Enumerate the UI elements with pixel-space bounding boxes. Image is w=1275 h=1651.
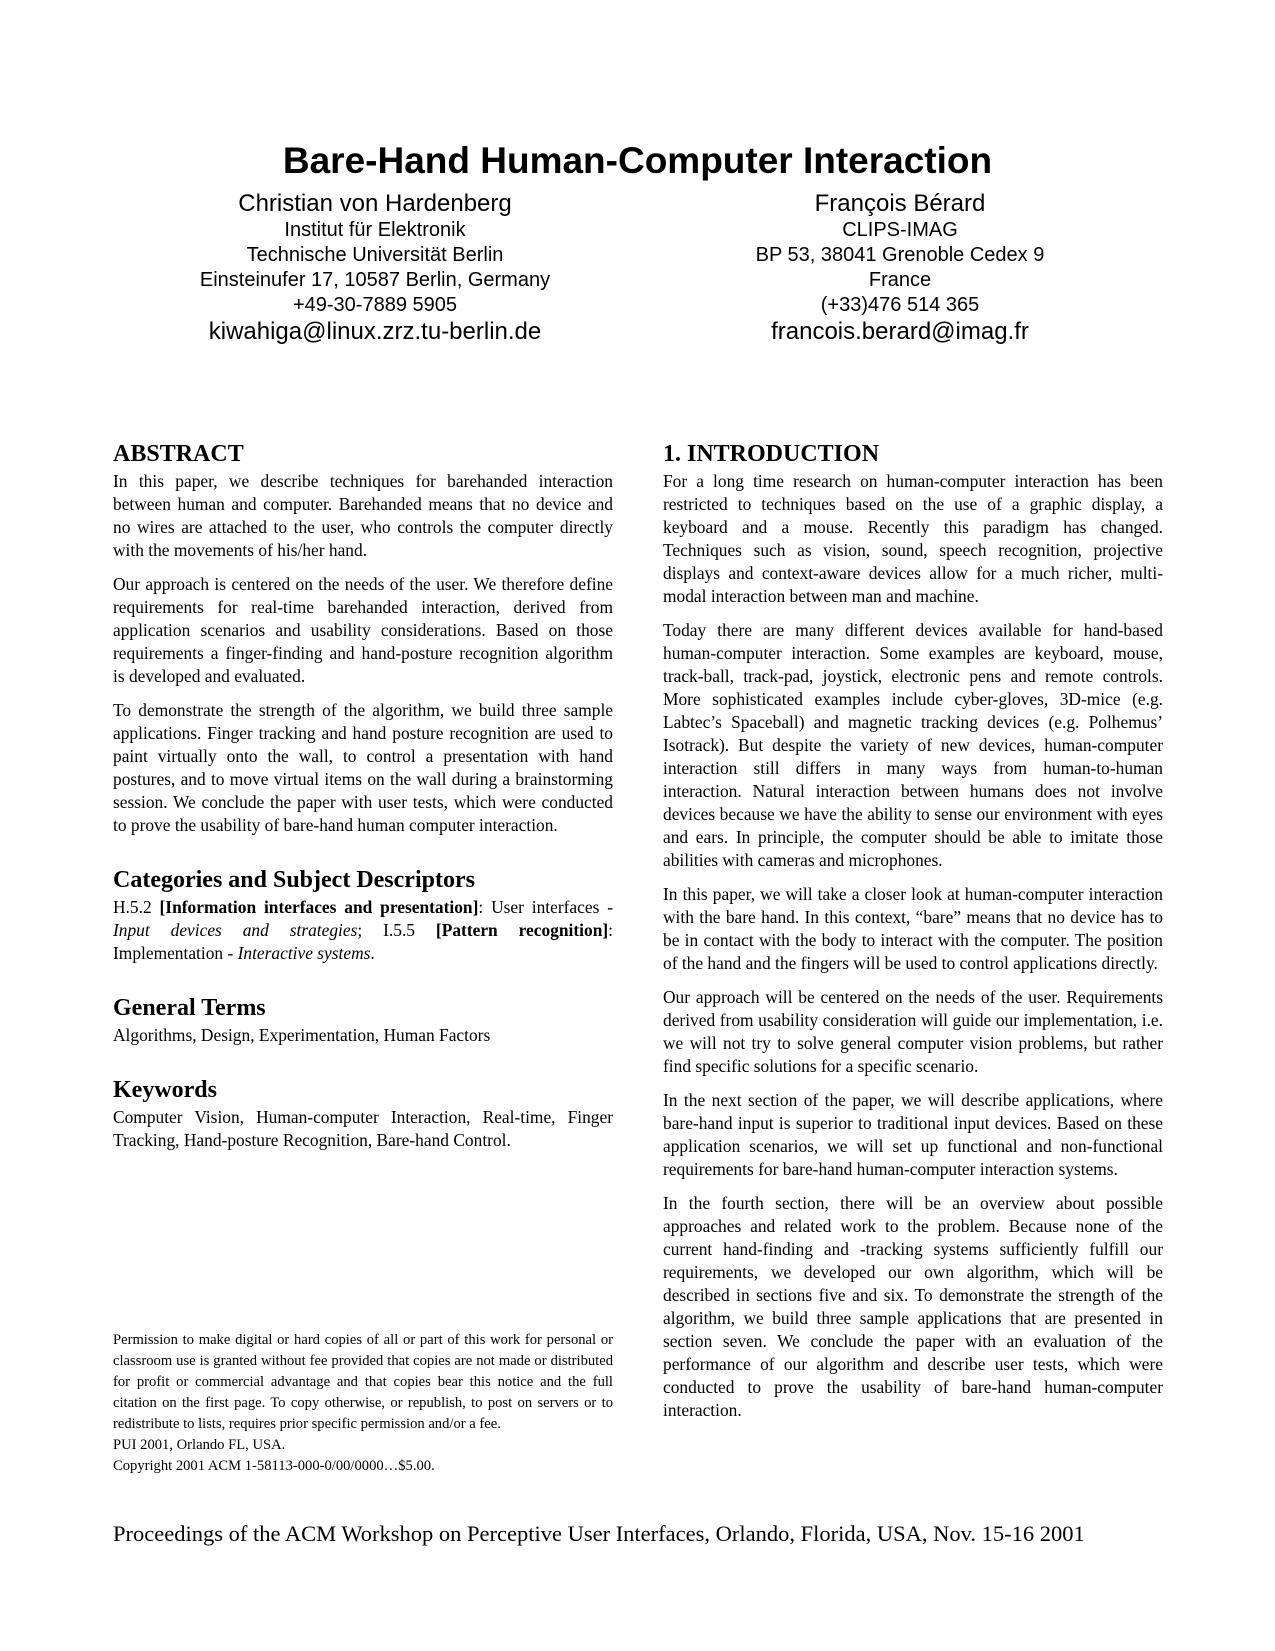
author-phone: +49-30-7889 5905 (292, 294, 458, 316)
introduction-paragraph: Our approach will be centered on the needs of the user. Requirements derived from usability consideration will guide our implementation, i.e. we will not try to solve general computer vision problems, but rather find specific solutions for a specific scenario. (663, 987, 1163, 1076)
author-affiliation-line: Einsteinufer 17, 10587 Berlin, Germany (199, 269, 551, 291)
author-affiliation-line: France (868, 269, 932, 291)
author-affiliation-line: CLIPS-IMAG (842, 219, 958, 241)
left-column (113, 440, 613, 1163)
categories-text: H.5.2 [Information interfaces and presentation]: User interfaces -Input devices and strategies; I.5.5 [Pattern recognition]: Implementation - Interactive systems. (113, 897, 614, 963)
author-name: Christian von Hardenberg (238, 190, 512, 217)
general-terms-text: Algorithms, Design, Experimentation, Human Factors (113, 1025, 491, 1045)
author-phone: (+33)476 514 365 (820, 294, 980, 316)
introduction-paragraph: Today there are many different devices available for hand-based human-computer interaction. Some examples are keyboard, mouse, track-ball, track-pad, joystick, electronic pens and remote controls. More sophisticated examples include cyber-gloves, 3D-mice (e.g. Labtec’s Spaceball) and magnetic tracking devices (e.g. Polhemus’ Isotrack). But despite the variety of new devices, human-computer interaction still differs in many ways from human-to-human interaction. Natural interaction between humans does not involve devices because we have the ability to sense our environment with eyes and ears. In principle, the computer should be able to imitate those abilities with cameras and microphones. (663, 620, 1163, 870)
abstract-paragraph: To demonstrate the strength of the algorithm, we build three sample applications. Finger tracking and hand posture recognition are used to paint virtually onto the wall, to control a presentation with hand postures, and to move virtual items on the wall during a brainstorming session. We conclude the paper with user tests, which were conducted to prove the usability of bare-hand human computer interaction. (113, 700, 613, 835)
introduction-paragraph: In the next section of the paper, we will describe applications, where bare-hand input is superior to traditional input devices. Based on these application scenarios, we will set up functional and non-functional requirements for bare-hand human-computer interaction systems. (663, 1090, 1163, 1179)
introduction-paragraph: In this paper, we will take a closer look at human-computer interaction with the bare hand. In this context, “bare” means that no device has to be in contact with the body to interact with the computer. The position of the hand and the fingers will be used to control applications directly. (663, 884, 1163, 973)
introduction-paragraph: For a long time research on human-computer interaction has been restricted to techniques based on the use of a graphic display, a keyboard and a mouse. Recently this paradigm has changed. Techniques such as vision, sound, speech recognition, projective displays and context-aware devices allow for a much richer, multi-modal interaction between man and machine. (663, 471, 1163, 606)
introduction-heading: 1. INTRODUCTION (663, 441, 880, 467)
author-affiliation-line: BP 53, 38041 Grenoble Cedex 9 (755, 244, 1045, 266)
author-name: François Bérard (814, 190, 986, 217)
author-block-2 (685, 190, 1115, 346)
keywords-text: Computer Vision, Human-computer Interaction, Real-time, Finger Tracking, Hand-posture Recognition, Bare-hand Control. (113, 1107, 613, 1150)
permission-notice (113, 1330, 613, 1477)
general-terms-heading: General Terms (113, 995, 266, 1021)
keywords-heading: Keywords (113, 1077, 217, 1103)
right-column (663, 440, 1163, 1433)
paper-title: Bare-Hand Human-Computer Interaction (282, 140, 993, 181)
author-email: kiwahiga@linux.zrz.tu-berlin.de (208, 318, 542, 345)
abstract-paragraph: Our approach is centered on the needs of the user. We therefore define requirements for real-time barehanded interaction, derived from application scenarios and usability considerations. Based on those requirements a finger-finding and hand-posture recognition algorithm is developed and evaluated. (113, 574, 613, 686)
categories-heading: Categories and Subject Descriptors (113, 867, 475, 893)
author-affiliation-line: Technische Universität Berlin (246, 244, 504, 266)
author-email: francois.berard@imag.fr (771, 318, 1029, 345)
copyright-text: Copyright 2001 ACM 1-58113-000-0/00/0000…$5.00. (113, 1458, 435, 1474)
introduction-paragraph: In the fourth section, there will be an overview about possible approaches and related work to the problem. Because none of the current hand-finding and -tracking systems sufficiently fulfill our requirements, we developed our own algorithm, which will be described in sections five and six. To demonstrate the strength of the algorithm, we build three sample applications that are presented in section seven. We conclude the paper with an evaluation of the performance of our algorithm and describe user tests, which were conducted to prove the usability of bare-hand human-computer interaction. (663, 1193, 1163, 1420)
author-block-1 (160, 190, 590, 346)
author-affiliation-line: Institut für Elektronik (284, 219, 466, 241)
abstract-paragraph: In this paper, we describe techniques for barehanded interaction between human and computer. Barehanded means that no device and no wires are attached to the user, who controls the computer directly with the movements of his/her hand. (113, 471, 613, 560)
proceedings-footer: Proceedings of the ACM Workshop on Perceptive User Interfaces, Orlando, Florida, USA, Nov. 15-16 2001 (113, 1521, 1085, 1546)
abstract-heading: ABSTRACT (113, 441, 244, 467)
venue-text: PUI 2001, Orlando FL, USA. (113, 1437, 286, 1453)
permission-text: Permission to make digital or hard copies of all or part of this work for personal or classroom use is granted without fee provided that copies are not made or distributed for profit or commercial advantage and that copies bear this notice and the full citation on the first page. To copy otherwise, or republish, to post on servers or to redistribute to lists, requires prior specific permission and/or a fee. (113, 1332, 613, 1432)
